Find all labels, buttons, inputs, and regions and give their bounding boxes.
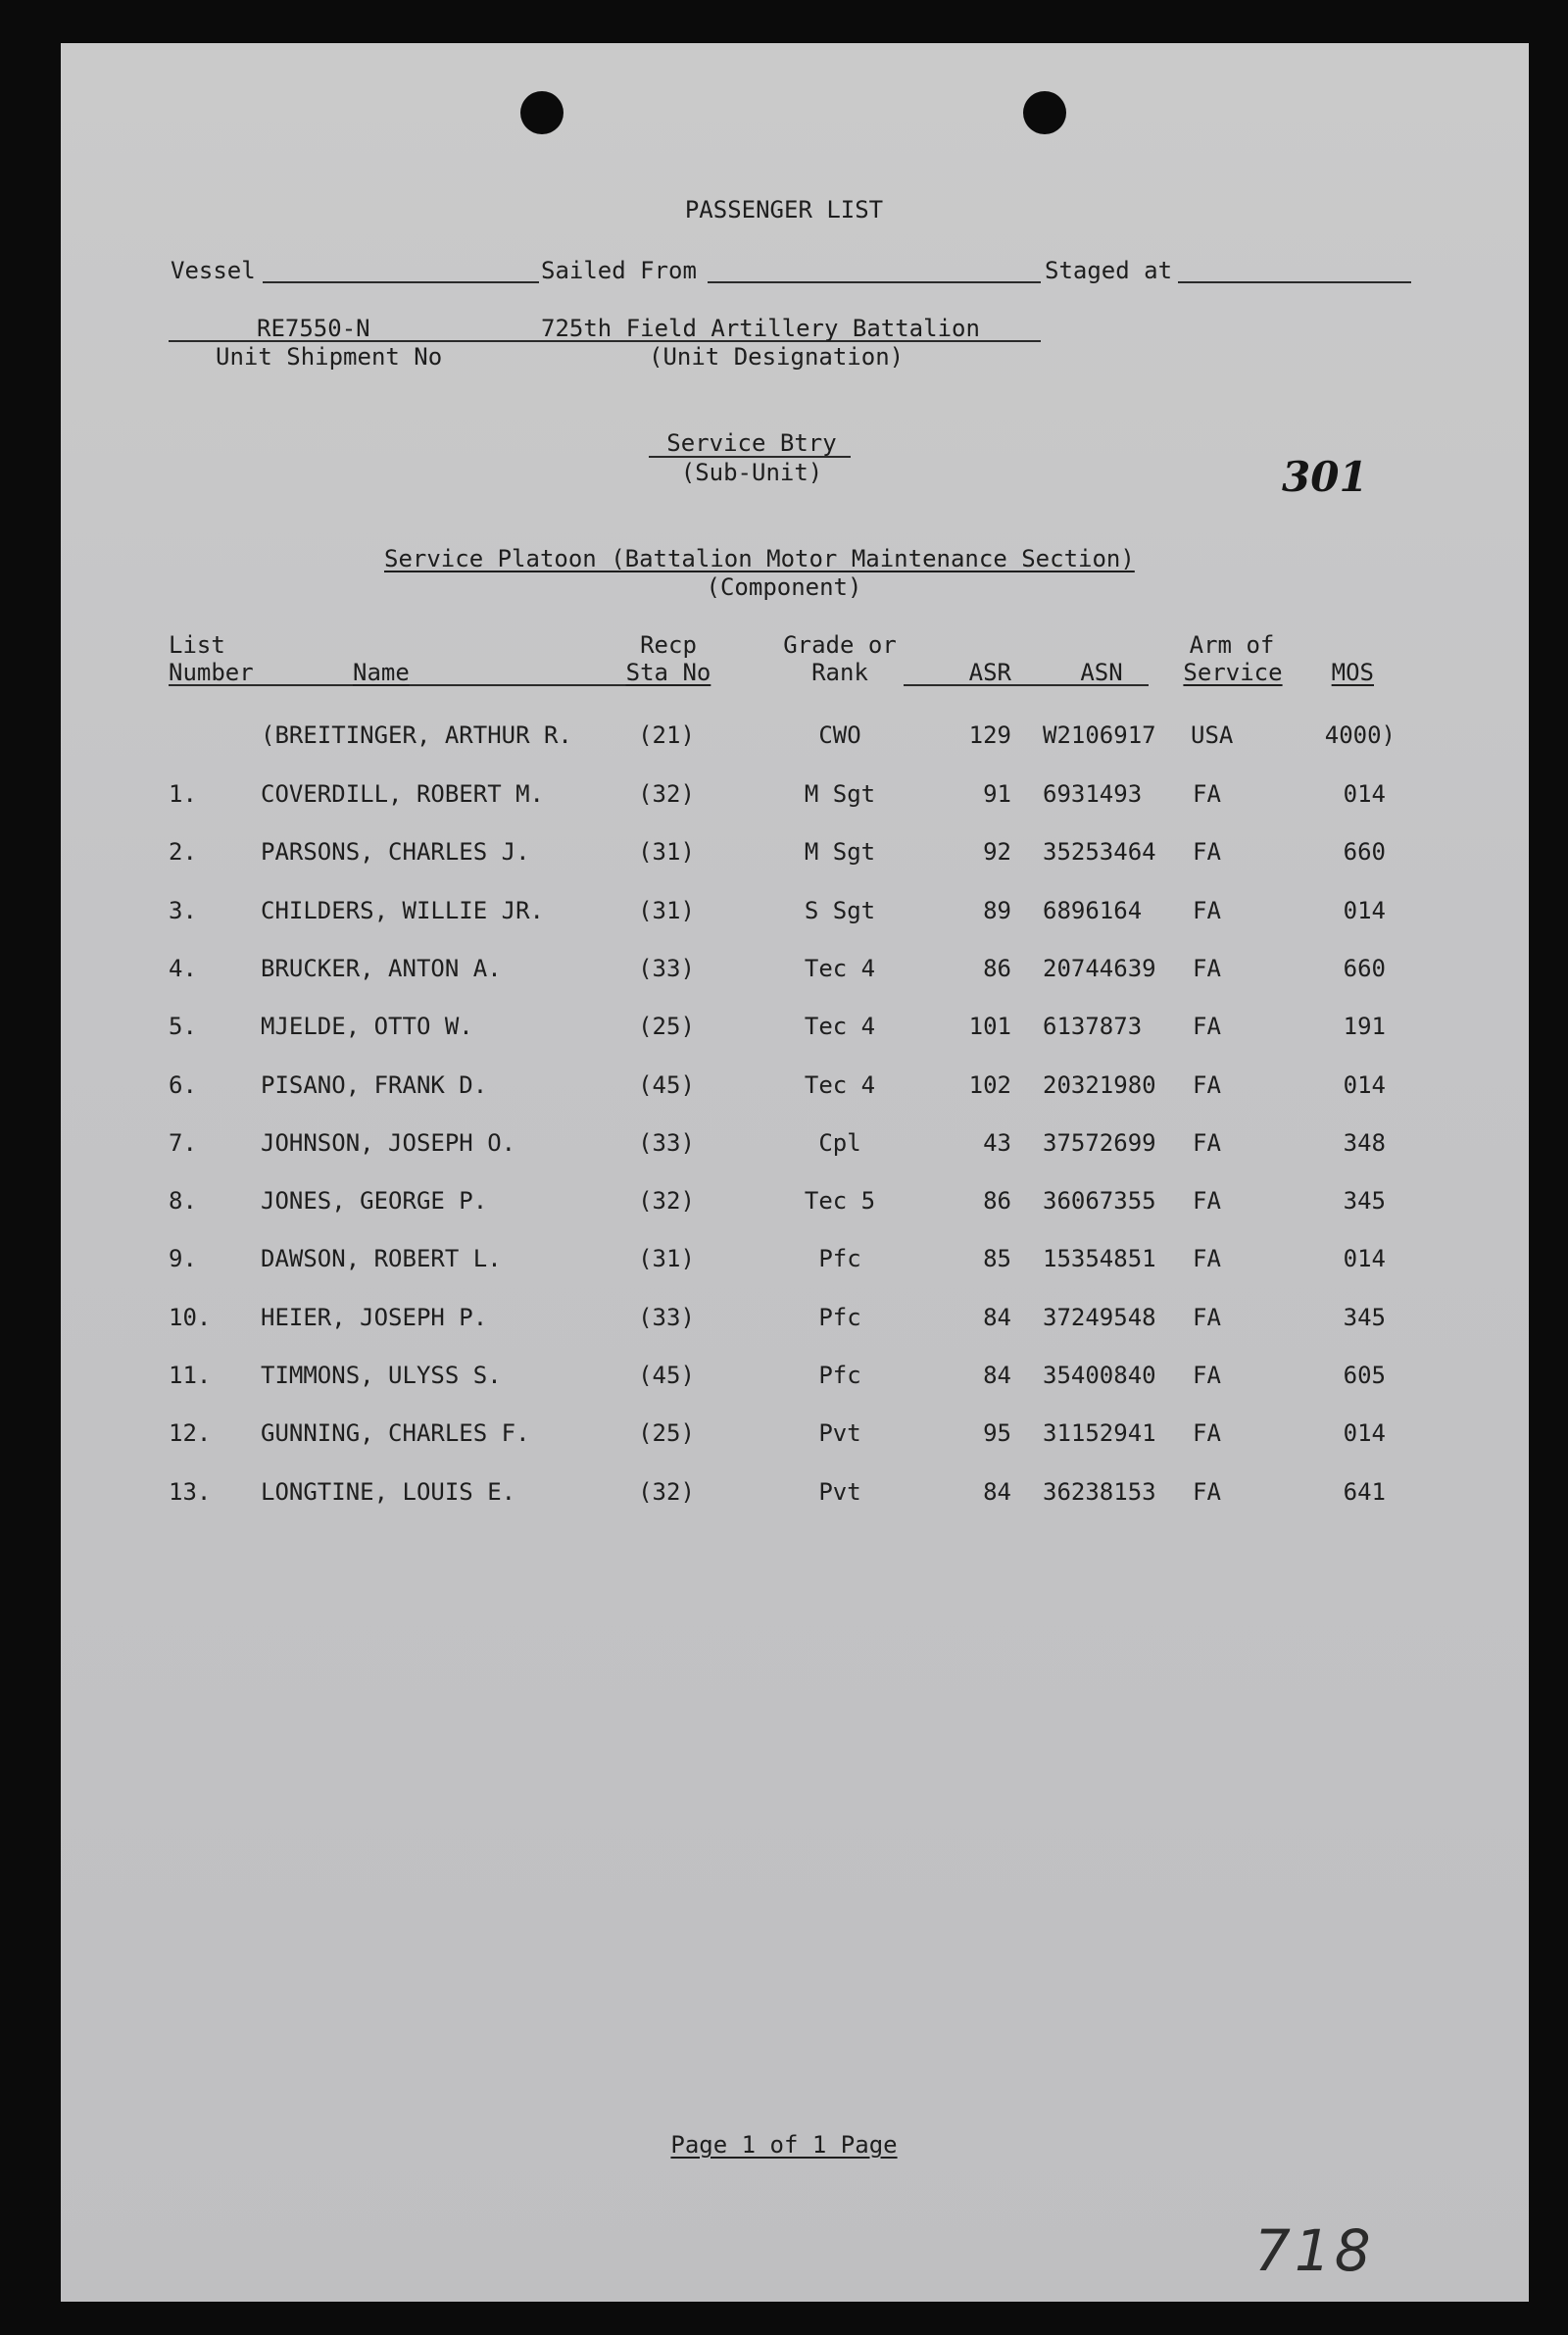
asr-value: 84 xyxy=(983,1304,1011,1331)
table-row xyxy=(61,1419,1529,1449)
col-mos: MOS xyxy=(1331,659,1374,686)
grade-rank: M Sgt xyxy=(804,780,876,808)
col-list-line2: Number xyxy=(169,659,254,686)
passenger-name: CHILDERS, WILLIE JR. xyxy=(261,897,544,924)
asr-value: 102 xyxy=(968,1071,1011,1099)
officer-name: (BREITINGER, ARTHUR R. xyxy=(261,721,572,749)
col-list-line1: List xyxy=(169,631,225,659)
passenger-name: PARSONS, CHARLES J. xyxy=(261,838,530,866)
table-row xyxy=(61,1071,1529,1101)
sub-unit: Service Btry xyxy=(666,429,837,457)
unit-shipment-number: RE7550-N xyxy=(257,315,370,342)
col-name: Name xyxy=(353,659,410,686)
recp-sta-no: (25) xyxy=(638,1419,695,1447)
asn-value: 6931493 xyxy=(1043,780,1143,808)
asn-value: 20744639 xyxy=(1043,955,1156,982)
list-number: 1. xyxy=(169,780,197,808)
grade-rank: Pfc xyxy=(818,1245,861,1272)
passenger-name: BRUCKER, ANTON A. xyxy=(261,955,502,982)
list-number: 5. xyxy=(169,1013,197,1040)
arm-of-service: FA xyxy=(1193,955,1221,982)
col-grade-line2: Rank xyxy=(811,659,868,686)
table-row xyxy=(61,1187,1529,1217)
officer-asn: W2106917 xyxy=(1043,721,1156,749)
col-arm-line1: Arm of xyxy=(1189,631,1275,659)
asn-value: 37249548 xyxy=(1043,1304,1156,1331)
asr-value: 86 xyxy=(983,955,1011,982)
staged-at-label: Staged at xyxy=(1045,257,1173,284)
vessel-blank-line xyxy=(263,281,539,283)
recp-sta-no: (32) xyxy=(638,780,695,808)
arm-of-service: FA xyxy=(1193,780,1221,808)
mos-value: 014 xyxy=(1343,897,1386,924)
officer-recp: (21) xyxy=(638,721,695,749)
arm-of-service: FA xyxy=(1193,897,1221,924)
passenger-name: PISANO, FRANK D. xyxy=(261,1071,488,1099)
list-number: 12. xyxy=(169,1419,212,1447)
arm-of-service: FA xyxy=(1193,1013,1221,1040)
passenger-name: JOHNSON, JOSEPH O. xyxy=(261,1129,516,1157)
passenger-name: GUNNING, CHARLES F. xyxy=(261,1419,530,1447)
stamped-page-number: 301 xyxy=(1282,453,1368,501)
passenger-name: HEIER, JOSEPH P. xyxy=(261,1304,488,1331)
arm-of-service: FA xyxy=(1193,1129,1221,1157)
table-row xyxy=(61,1129,1529,1159)
col-grade-line1: Grade or xyxy=(783,631,897,659)
mos-value: 345 xyxy=(1343,1304,1386,1331)
document-page xyxy=(61,43,1529,2302)
document-title: PASSENGER LIST xyxy=(684,196,884,224)
grade-rank: Pfc xyxy=(818,1304,861,1331)
recp-sta-no: (33) xyxy=(638,955,695,982)
col-arm-line2: Service xyxy=(1183,659,1283,686)
mos-value: 660 xyxy=(1343,955,1386,982)
asr-value: 84 xyxy=(983,1362,1011,1389)
list-number: 4. xyxy=(169,955,197,982)
sub-unit-label: (Sub-Unit) xyxy=(680,459,823,486)
unit-designation: 725th Field Artillery Battalion xyxy=(541,315,980,342)
list-number: 10. xyxy=(169,1304,212,1331)
list-number: 2. xyxy=(169,838,197,866)
asn-value: 35253464 xyxy=(1043,838,1156,866)
asr-value: 43 xyxy=(983,1129,1011,1157)
vessel-label: Vessel xyxy=(171,257,256,284)
grade-rank: Tec 4 xyxy=(804,1071,876,1099)
table-row xyxy=(61,1478,1529,1508)
arm-of-service: FA xyxy=(1193,1419,1221,1447)
asn-value: 37572699 xyxy=(1043,1129,1156,1157)
recp-sta-no: (45) xyxy=(638,1071,695,1099)
asn-value: 15354851 xyxy=(1043,1245,1156,1272)
officer-asr: 129 xyxy=(968,721,1011,749)
unit-shipment-label: Unit Shipment No xyxy=(216,343,443,371)
mos-value: 014 xyxy=(1343,780,1386,808)
recp-sta-no: (33) xyxy=(638,1129,695,1157)
grade-rank: Tec 5 xyxy=(804,1187,876,1215)
page-indicator: Page 1 of 1 Page xyxy=(670,2131,898,2159)
grade-rank: Pvt xyxy=(818,1419,861,1447)
recp-sta-no: (45) xyxy=(638,1362,695,1389)
passenger-name: COVERDILL, ROBERT M. xyxy=(261,780,544,808)
sailed-from-label: Sailed From xyxy=(541,257,697,284)
mos-value: 014 xyxy=(1343,1245,1386,1272)
arm-of-service: FA xyxy=(1193,838,1221,866)
component: Service Platoon (Battalion Motor Maintenance Section) xyxy=(384,545,1135,572)
mos-value: 014 xyxy=(1343,1419,1386,1447)
table-row xyxy=(61,1245,1529,1274)
passenger-name: JONES, GEORGE P. xyxy=(261,1187,488,1215)
list-number: 13. xyxy=(169,1478,212,1506)
list-number: 9. xyxy=(169,1245,197,1272)
asr-value: 89 xyxy=(983,897,1011,924)
asr-value: 85 xyxy=(983,1245,1011,1272)
sailed-from-blank-line xyxy=(708,281,1041,283)
table-row xyxy=(61,897,1529,926)
arm-of-service: FA xyxy=(1193,1187,1221,1215)
officer-grade: CWO xyxy=(818,721,861,749)
asr-value: 86 xyxy=(983,1187,1011,1215)
recp-sta-no: (25) xyxy=(638,1013,695,1040)
col-recp-line1: Recp xyxy=(640,631,697,659)
passenger-name: DAWSON, ROBERT L. xyxy=(261,1245,502,1272)
col-recp-line2: Sta No xyxy=(625,659,711,686)
unit-designation-label: (Unit Designation) xyxy=(649,343,905,371)
grade-rank: Pvt xyxy=(818,1478,861,1506)
mos-value: 014 xyxy=(1343,1071,1386,1099)
asr-value: 92 xyxy=(983,838,1011,866)
officer-mos: 4000) xyxy=(1324,721,1396,749)
asr-value: 84 xyxy=(983,1478,1011,1506)
arm-of-service: FA xyxy=(1193,1304,1221,1331)
mos-value: 660 xyxy=(1343,838,1386,866)
handwritten-number: 718 xyxy=(1254,2217,1375,2284)
header-rule-mid xyxy=(904,684,1149,686)
arm-of-service: FA xyxy=(1193,1478,1221,1506)
grade-rank: Cpl xyxy=(818,1129,861,1157)
recp-sta-no: (32) xyxy=(638,1187,695,1215)
table-row xyxy=(61,955,1529,984)
arm-of-service: FA xyxy=(1193,1362,1221,1389)
col-asn: ASN xyxy=(1080,659,1123,686)
arm-of-service: FA xyxy=(1193,1071,1221,1099)
asr-value: 95 xyxy=(983,1419,1011,1447)
table-row xyxy=(61,838,1529,868)
passenger-name: TIMMONS, ULYSS S. xyxy=(261,1362,502,1389)
punch-hole-right xyxy=(1023,91,1066,134)
recp-sta-no: (33) xyxy=(638,1304,695,1331)
mos-value: 641 xyxy=(1343,1478,1386,1506)
asn-value: 6137873 xyxy=(1043,1013,1143,1040)
recp-sta-no: (32) xyxy=(638,1478,695,1506)
asn-value: 36238153 xyxy=(1043,1478,1156,1506)
component-label: (Component) xyxy=(706,573,862,601)
list-number: 7. xyxy=(169,1129,197,1157)
arm-of-service: FA xyxy=(1193,1245,1221,1272)
asr-value: 101 xyxy=(968,1013,1011,1040)
mos-value: 348 xyxy=(1343,1129,1386,1157)
asn-value: 6896164 xyxy=(1043,897,1143,924)
grade-rank: M Sgt xyxy=(804,838,876,866)
list-number: 3. xyxy=(169,897,197,924)
recp-sta-no: (31) xyxy=(638,897,695,924)
col-asr: ASR xyxy=(968,659,1011,686)
table-row xyxy=(61,1304,1529,1333)
list-number: 8. xyxy=(169,1187,197,1215)
grade-rank: Pfc xyxy=(818,1362,861,1389)
mos-value: 345 xyxy=(1343,1187,1386,1215)
passenger-name: LONGTINE, LOUIS E. xyxy=(261,1478,516,1506)
recp-sta-no: (31) xyxy=(638,1245,695,1272)
grade-rank: Tec 4 xyxy=(804,1013,876,1040)
table-row-officer xyxy=(61,721,1529,751)
mos-value: 605 xyxy=(1343,1362,1386,1389)
grade-rank: S Sgt xyxy=(804,897,876,924)
asn-value: 20321980 xyxy=(1043,1071,1156,1099)
list-number: 11. xyxy=(169,1362,212,1389)
asn-value: 36067355 xyxy=(1043,1187,1156,1215)
list-number: 6. xyxy=(169,1071,197,1099)
table-row xyxy=(61,780,1529,810)
punch-hole-left xyxy=(520,91,564,134)
mos-value: 191 xyxy=(1343,1013,1386,1040)
table-row xyxy=(61,1362,1529,1391)
passenger-name: MJELDE, OTTO W. xyxy=(261,1013,473,1040)
table-row xyxy=(61,1013,1529,1042)
staged-at-blank-line xyxy=(1178,281,1411,283)
asn-value: 35400840 xyxy=(1043,1362,1156,1389)
recp-sta-no: (31) xyxy=(638,838,695,866)
officer-arm: USA xyxy=(1191,721,1234,749)
grade-rank: Tec 4 xyxy=(804,955,876,982)
asn-value: 31152941 xyxy=(1043,1419,1156,1447)
asr-value: 91 xyxy=(983,780,1011,808)
